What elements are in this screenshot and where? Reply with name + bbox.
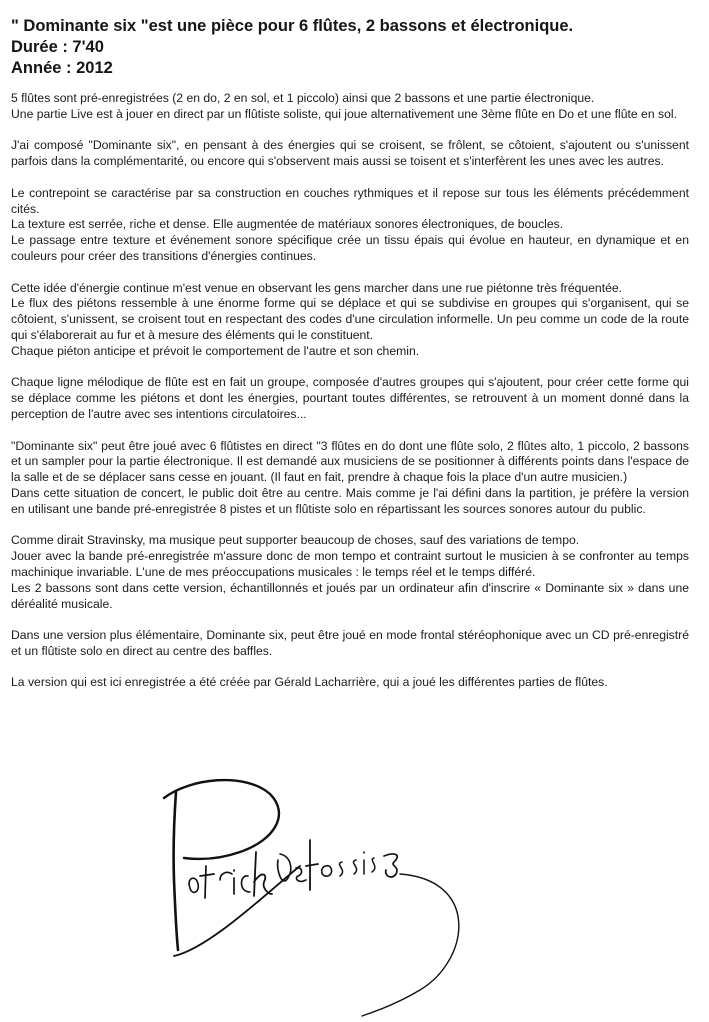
paragraph-1 <box>11 91 689 123</box>
text-line: Chaque ligne mélodique de flûte est en fait un groupe, composée d'autres groupes qui s'ajoutent, pour créer cette forme qui se déplace comme les piétons et dont les énergies, pourtant toutes différentes, se retrouvent à un moment donné dans la perception de l'autre avec ses intentions circulatoires... <box>11 375 689 421</box>
piece-year: Année : 2012 <box>11 59 113 77</box>
text-line: "Dominante six" peut être joué avec 6 flûtistes en direct "3 flûtes en do dont une flûte solo, 2 flûtes alto, 1 piccolo, 2 bassons et un sampler pour la partie électronique. Il est demandé aux musiciens de se positionner à différents points dans l'espace de la salle et de se déplacer sans cesse en jouant. (Il faut en fait, prendre à chaque fois la place d'un autre musicien.) <box>11 438 689 485</box>
text-line: La texture est serrée, riche et dense. Elle augmentée de matériaux sonores électroniques, de boucles. <box>11 217 564 232</box>
paragraph-8 <box>11 628 689 660</box>
text-line: Le flux des piétons ressemble à une énorme forme qui se déplace et qui se subdivise en groupes qui s'organisent, qui se côtoient, s'unissent, se croisent tout en respectant des codes d'une circulation informelle. Un peu comme un code de la route qui s'élaborerait au fur et à mesure des éléments qui le constituent. <box>11 296 689 342</box>
paragraph-7 <box>11 533 689 612</box>
text-line: Chaque piéton anticipe et prévoit le comportement de l'autre et son chemin. <box>11 343 420 358</box>
paragraph-5 <box>11 375 689 422</box>
piece-duration: Durée : 7'40 <box>11 38 104 56</box>
handwritten-signature-icon <box>150 770 500 1020</box>
paragraph-6 <box>11 439 689 518</box>
program-notes <box>11 91 689 707</box>
text-line: Les 2 bassons sont dans cette version, échantillonnés et joués par un ordinateur afin d'inscrire « Dominante six » dans une déréalité musicale. <box>11 580 689 611</box>
paragraph-9 <box>11 675 689 691</box>
text-line: 5 flûtes sont pré-enregistrées (2 en do, 2 en sol, et 1 piccolo) ainsi que 2 bassons et une partie électronique. <box>11 91 595 105</box>
text-line: Dans cette situation de concert, le public doit être au centre. Mais comme je l'ai défini dans la partition, je préfère la version en utilisant une bande pré-enregistrée 8 pistes et un flûtiste solo en répartissant les sources sonores autour du public. <box>11 485 689 516</box>
paragraph-3 <box>11 186 689 265</box>
text-line: Cette idée d'énergie continue m'est venue en observant les gens marcher dans une rue piétonne très fréquentée. <box>11 280 623 295</box>
piece-title: " Dominante six "est une pièce pour 6 flûtes, 2 bassons et électronique. <box>11 17 574 35</box>
text-line: La version qui est ici enregistrée a été créée par Gérald Lacharrière, qui a joué les différentes parties de flûtes. <box>11 675 608 690</box>
text-line: Le passage entre texture et événement sonore spécifique crée un tissu épais qui évolue en hauteur, en dynamique et en couleurs pour créer des transitions d'énergies continues. <box>11 233 689 263</box>
text-line: Comme dirait Stravinsky, ma musique peut supporter beaucoup de choses, sauf des variations de tempo. <box>11 533 580 548</box>
text-line: Jouer avec la bande pré-enregistrée m'assure donc de mon tempo et contraint surtout le musicien à se confronter au temps machinique invariable. L'une de mes préoccupations musicales : le temps réel et le temps différé. <box>11 549 689 579</box>
text-line: Le contrepoint se caractérise par sa construction en couches rythmiques et il repose sur tous les éléments précédemment cités. <box>11 185 689 216</box>
paragraph-2 <box>11 138 689 170</box>
paragraph-4 <box>11 281 689 360</box>
text-line: Une partie Live est à jouer en direct par un flûtiste soliste, qui joue alternativement une 3ème flûte en Do et une flûte en sol. <box>11 106 677 121</box>
text-line: J'ai composé "Dominante six", en pensant à des énergies qui se croisent, se frôlent, se côtoient, s'ajoutent ou s'unissent parfois dans la complémentarité, ou encore qui s'observent mais aussi se toisent et s'interfèrent les unes avec les autres. <box>11 138 689 169</box>
text-line: Dans une version plus élémentaire, Dominante six, peut être joué en mode frontal stéréophonique avec un CD pré-enregistré et un flûtiste solo en direct au centre des baffles. <box>11 628 689 658</box>
document-header <box>11 16 701 79</box>
